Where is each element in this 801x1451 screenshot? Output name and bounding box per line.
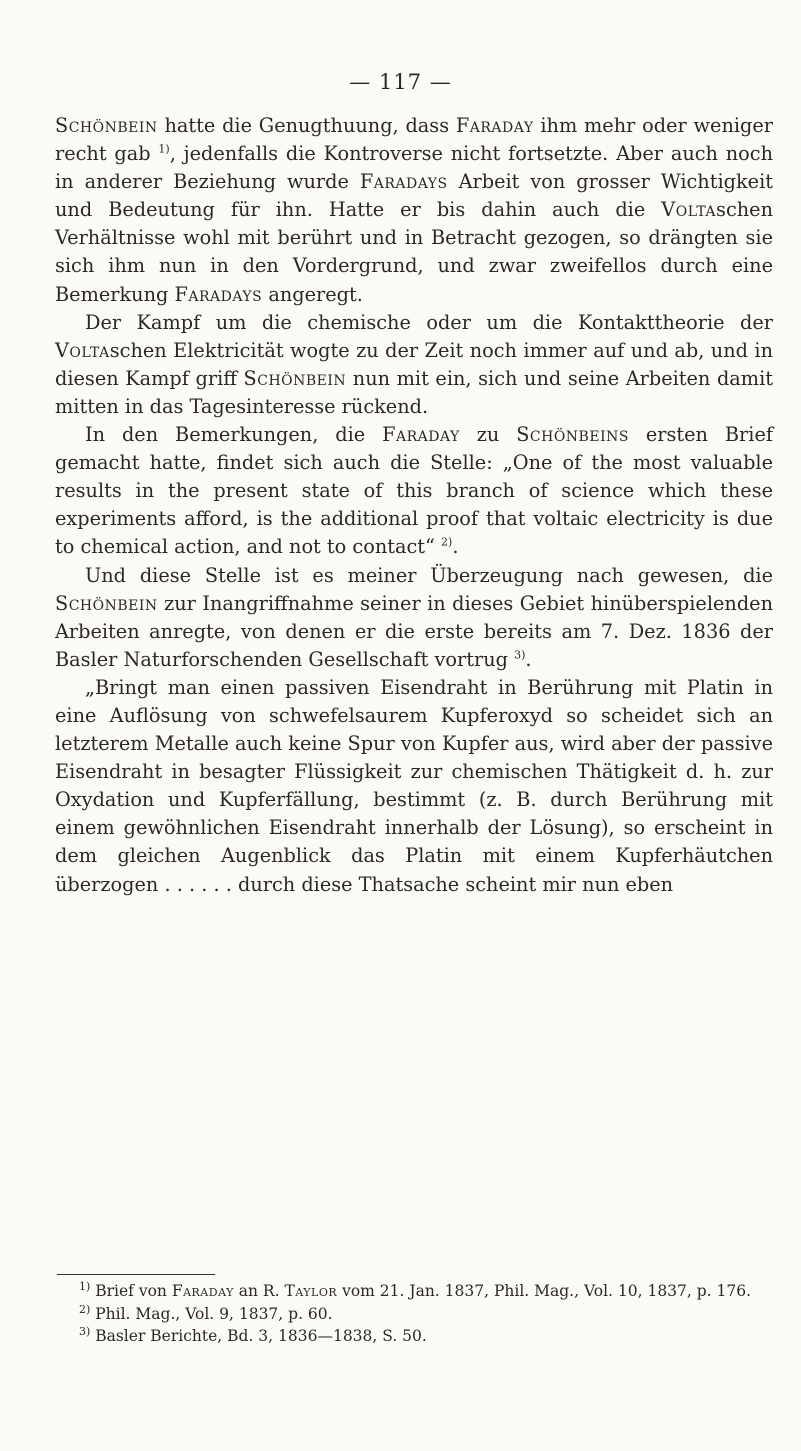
person-name: Schönbeins: [516, 423, 629, 447]
text-run: zu: [459, 423, 517, 447]
paragraph: [55, 562, 773, 674]
text-run: zur Inangriffnahme seiner in dieses Gebiet hinüberspielenden Arbeiten anregte, von denen er die erste bereits am 7. Dez. 1836 der Basler Naturforschenden Gesellschaft vortrug: [55, 591, 773, 671]
footnotes: [55, 1280, 771, 1348]
text-run: an R.: [233, 1282, 285, 1300]
person-name: Faraday: [171, 1282, 234, 1300]
person-name: Volta: [55, 338, 110, 362]
paragraph: [55, 309, 773, 421]
footnote-ref: 2): [441, 535, 453, 549]
person-name: Schönbein: [55, 114, 158, 137]
footnote-mark: 1): [79, 1279, 91, 1293]
text-run: Und diese Stelle ist es meiner Überzeugung nach gewesen, die: [85, 563, 773, 587]
text-run: vom 21. Jan. 1837, Phil. Mag., Vol. 10, 1837, p. 176.: [337, 1282, 752, 1300]
text-run: Brief von: [90, 1282, 172, 1300]
person-name: Faraday: [382, 423, 460, 447]
footnote-mark: 2): [79, 1302, 91, 1316]
person-name: Faradays: [174, 282, 263, 306]
paragraph: [55, 421, 773, 561]
paragraph: [55, 112, 773, 309]
footnote: [55, 1280, 771, 1303]
text-run: angeregt.: [262, 282, 363, 306]
footnote: [55, 1325, 771, 1348]
person-name: Faraday: [455, 114, 534, 137]
text-run: Der Kampf um die chemische oder um die Kontakttheorie der: [85, 310, 773, 334]
text-run: ihm mehr oder weniger recht gab: [55, 114, 773, 166]
text-run: ersten Brief gemacht hatte, findet sich auch die Stelle: „One of the most valuable results in the present state of this branch of science which these experiments afford, is the additional proof that voltaic electricity is due to chemical action, and not to contact“: [55, 423, 773, 559]
person-name: Schönbein: [55, 591, 158, 615]
footnote-divider: [57, 1274, 215, 1275]
footnote: [55, 1303, 771, 1326]
text-run: schen Elektricität wogte zu der Zeit noch immer auf und ab, und in diesen Kampf griff: [55, 338, 773, 390]
body-text: [55, 112, 773, 899]
text-run: Arbeit von grosser Wichtigkeit und Bedeutung für ihn. Hatte er bis dahin auch die: [55, 170, 773, 222]
footnote-ref: 3): [514, 648, 526, 662]
footnote-ref: 1): [158, 142, 170, 156]
person-name: Volta: [661, 198, 717, 222]
page-number: — 117 —: [349, 70, 452, 94]
text-run: .: [452, 535, 459, 559]
person-name: Schönbein: [243, 366, 347, 390]
quotation-paragraph: „Bringt man einen passiven Eisendraht in Berührung mit Platin in eine Auflösung von schwefelsaurem Kupferoxyd so scheidet sich an letzterem Metalle auch keine Spur von Kupfer aus, wird aber der passive Eisendraht in besagter Flüssigkeit zur chemischen Thätigkeit d. h. zur Oxydation und Kupferfällung, bestimmt (z. B. durch Berührung mit einem gewöhnlichen Eisendraht innerhalb der Lösung), so erscheint in dem gleichen Augenblick das Platin mit einem Kupferhäutchen überzogen . . . . . . durch diese Thatsache scheint mir nun eben: [55, 675, 773, 896]
text-run: hatte die Genugthuung, dass: [157, 114, 456, 137]
text-run: .: [525, 647, 532, 671]
person-name: Faradays: [359, 170, 448, 194]
text-run: schen Verhältnisse wohl mit berührt und in Betracht gezogen, so drängten sie sich ihm nun in den Vordergrund, und zwar zweifellos durch eine Bemerkung: [55, 198, 773, 306]
person-name: Taylor: [284, 1282, 338, 1300]
text-run: Phil. Mag., Vol. 9, 1837, p. 60.: [90, 1304, 333, 1323]
text-run: , jedenfalls die Kontroverse nicht fortsetzte. Aber auch noch in anderer Beziehung wurde: [55, 142, 774, 194]
text-run: nun mit ein, sich und seine Arbeiten damit mitten in das Tagesinteresse rückend.: [55, 366, 773, 418]
footnote-mark: 3): [79, 1325, 91, 1339]
text-run: In den Bemerkungen, die: [85, 423, 383, 447]
text-run: Basler Berichte, Bd. 3, 1836—1838, S. 50.: [90, 1327, 427, 1346]
